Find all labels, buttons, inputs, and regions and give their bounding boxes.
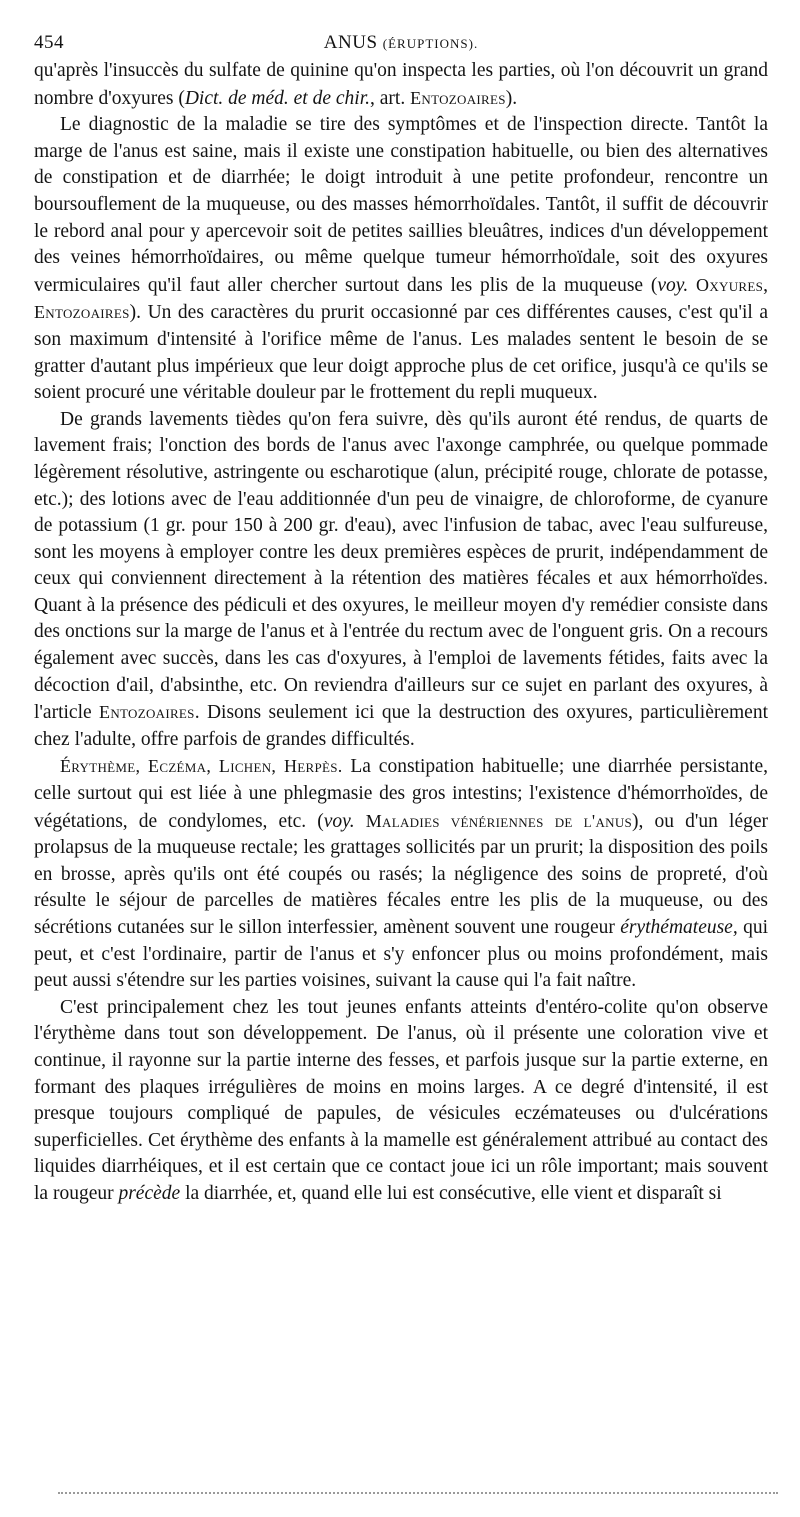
paragraph-erytheme — [34, 753, 768, 994]
paragraph-children — [34, 995, 768, 1208]
page-number: 454 — [34, 32, 64, 53]
text-run: C'est principalement chez les tout jeunes enfants atteints d'entéro-colite qu'on observe l'érythème dans tout son développement. De l'anus, où il présente une coloration vive et continue, il rayonne sur la partie interne des fesses, et parfois jusque sur la partie externe, en formant des plaques irrégulières de moins en moins larges. A ce degré d'intensité, il est presque toujours compliqué de papules, de vésicules eczémateuses ou d'ulcérations superficielles. Cet érythème des enfants à la mamelle est généralement attribué au contact des liquides diarrhéiques, et il est certain que ce contact joue ici un rôle important; mais souvent la rougeur — [34, 996, 768, 1204]
voy-italic: voy. — [323, 810, 355, 832]
book-page — [34, 28, 768, 1208]
cross-reference: Entozoaires — [34, 302, 130, 323]
section-heading: Érythème, Eczéma, Lichen, Herpès. — [60, 756, 343, 777]
text-run: qu'après l'insuccès du sulfate de quinine qu'on inspecta les parties, où l'on découvrit un grand nombre d'oxyures ( — [34, 60, 768, 109]
text-run: , art. — [370, 87, 411, 109]
text-run: Le diagnostic de la maladie se tire des symptômes et de l'inspection directe. Tantôt la marge de l'anus est saine, mais il existe une constipation habituelle, ou bien des alternatives de constipation et de diarrhée; le doigt introduit à une petite profondeur, rencontre un boursouflement de la muqueuse, ou des masses hémorrhoïdales. Tantôt, il suffit de découvrir le rebord anal pour y apercevoir soit de petites saillies bleuâtres, indices d'un développement des veines hémorrhoïdaires, ou même quelque tumeur hémorrhoïdale, soit des oxyures vermiculaires qu'il faut aller chercher surtout dans les plis de la muqueuse ( — [34, 114, 768, 296]
text-run: ), ou d'un léger prolapsus de la muqueuse rectale; les grattages sollicités par un prurit; la disposition des poils en brosse, après qu'ils ont été coupés ou rasés; la négligence des soins de propreté, d'où résulte le séjour de parcelles de matières fécales entre les plis de la muqueuse, ou des sécrétions cutanées sur le sillon interfessier, amènent souvent une rougeur — [34, 810, 768, 938]
running-title-sub: (ÉRUPTIONS). — [382, 36, 479, 51]
cross-reference: Oxyures — [696, 274, 764, 295]
voy-italic: voy. — [657, 274, 689, 296]
text-run: la diarrhée, et, quand elle lui est consécutive, elle vient et disparaît si — [180, 1182, 722, 1204]
cross-reference: Entozoaires — [410, 87, 506, 108]
term-italic: érythémateuse, — [620, 917, 738, 938]
text-run: . Disons seulement ici que la destruction des oxyures, particulièrement chez l'adulte, offre parfois de grandes difficultés. — [34, 702, 768, 750]
paragraph-continued — [34, 58, 768, 112]
cross-reference: Entozoaires — [99, 702, 195, 723]
term-italic: précède — [118, 1182, 181, 1204]
paragraph-diagnostic — [34, 112, 768, 407]
running-title — [34, 30, 768, 58]
text-run: qui peut, et c'est l'ordinaire, partir de l'anus et s'y enfoncer plus ou moins profondément, mais peut aussi s'étendre sur les parties voisines, suivant la cause qui l'a fait naître. — [34, 917, 769, 992]
text-run: La constipation habituelle; une diarrhée persistante, celle surtout qui est liée à une phlegmasie des gros intestins; l'existence d'hémorrhoïdes, de végétations, de condylomes, etc. ( — [34, 756, 768, 832]
text-run: De grands lavements tièdes qu'on fera suivre, dès qu'ils auront été rendus, de quarts de lavement frais; l'onction des bords de l'anus avec l'axonge camphrée, ou quelque pommade légèrement résolutive, astringente ou escharotique (alun, précipité rouge, chlorate de potasse, etc.); des lotions avec de l'eau additionnée d'un peu de vinaigre, de chloroforme, de cyanure de potassium (1 gr. pour 150 à 200 gr. d'eau), avec l'infusion de tabac, avec l'eau sulfureuse, sont les moyens à employer contre les deux premières espèces de prurit, indépendamment de ceux qui conviennent directement à la rétention des matières fécales et aux hémorrhoïdes. Quant à la présence des pédiculi et des oxyures, le meilleur moyen d'y remédier consiste dans des onctions sur la marge de l'anus et à l'entrée du rectum avec de l'onguent gris. On a recours également avec succès, dans les cas d'oxyures, à l'emploi de lavements fétides, faits avec la décoction d'ail, d'absinthe, etc. On reviendra d'ailleurs sur ce sujet en parlant des oxyures, à l'article — [34, 408, 768, 724]
text-run: , — [763, 274, 768, 296]
citation-italic: Dict. de méd. et de chir. — [184, 87, 371, 109]
page-bottom-rule — [58, 1492, 778, 1494]
text-run: ). Un des caractères du prurit occasionné par ces différentes causes, c'est qu'il a son maximum d'intensité à l'orifice même de l'anus. Les malades sentent le besoin de se gratter d'autant plus impérieux que leur doigt approche plus de cet orifice, jusqu'à ce qu'ils se soient procuré une véritable douleur par le frottement du repli muqueux. — [34, 302, 768, 404]
running-title-main: ANUS — [323, 32, 378, 53]
paragraph-treatment — [34, 407, 768, 754]
text-run: ). — [505, 87, 518, 109]
cross-reference: Maladies vénériennes de l'anus — [365, 810, 633, 831]
page-header — [34, 28, 768, 58]
